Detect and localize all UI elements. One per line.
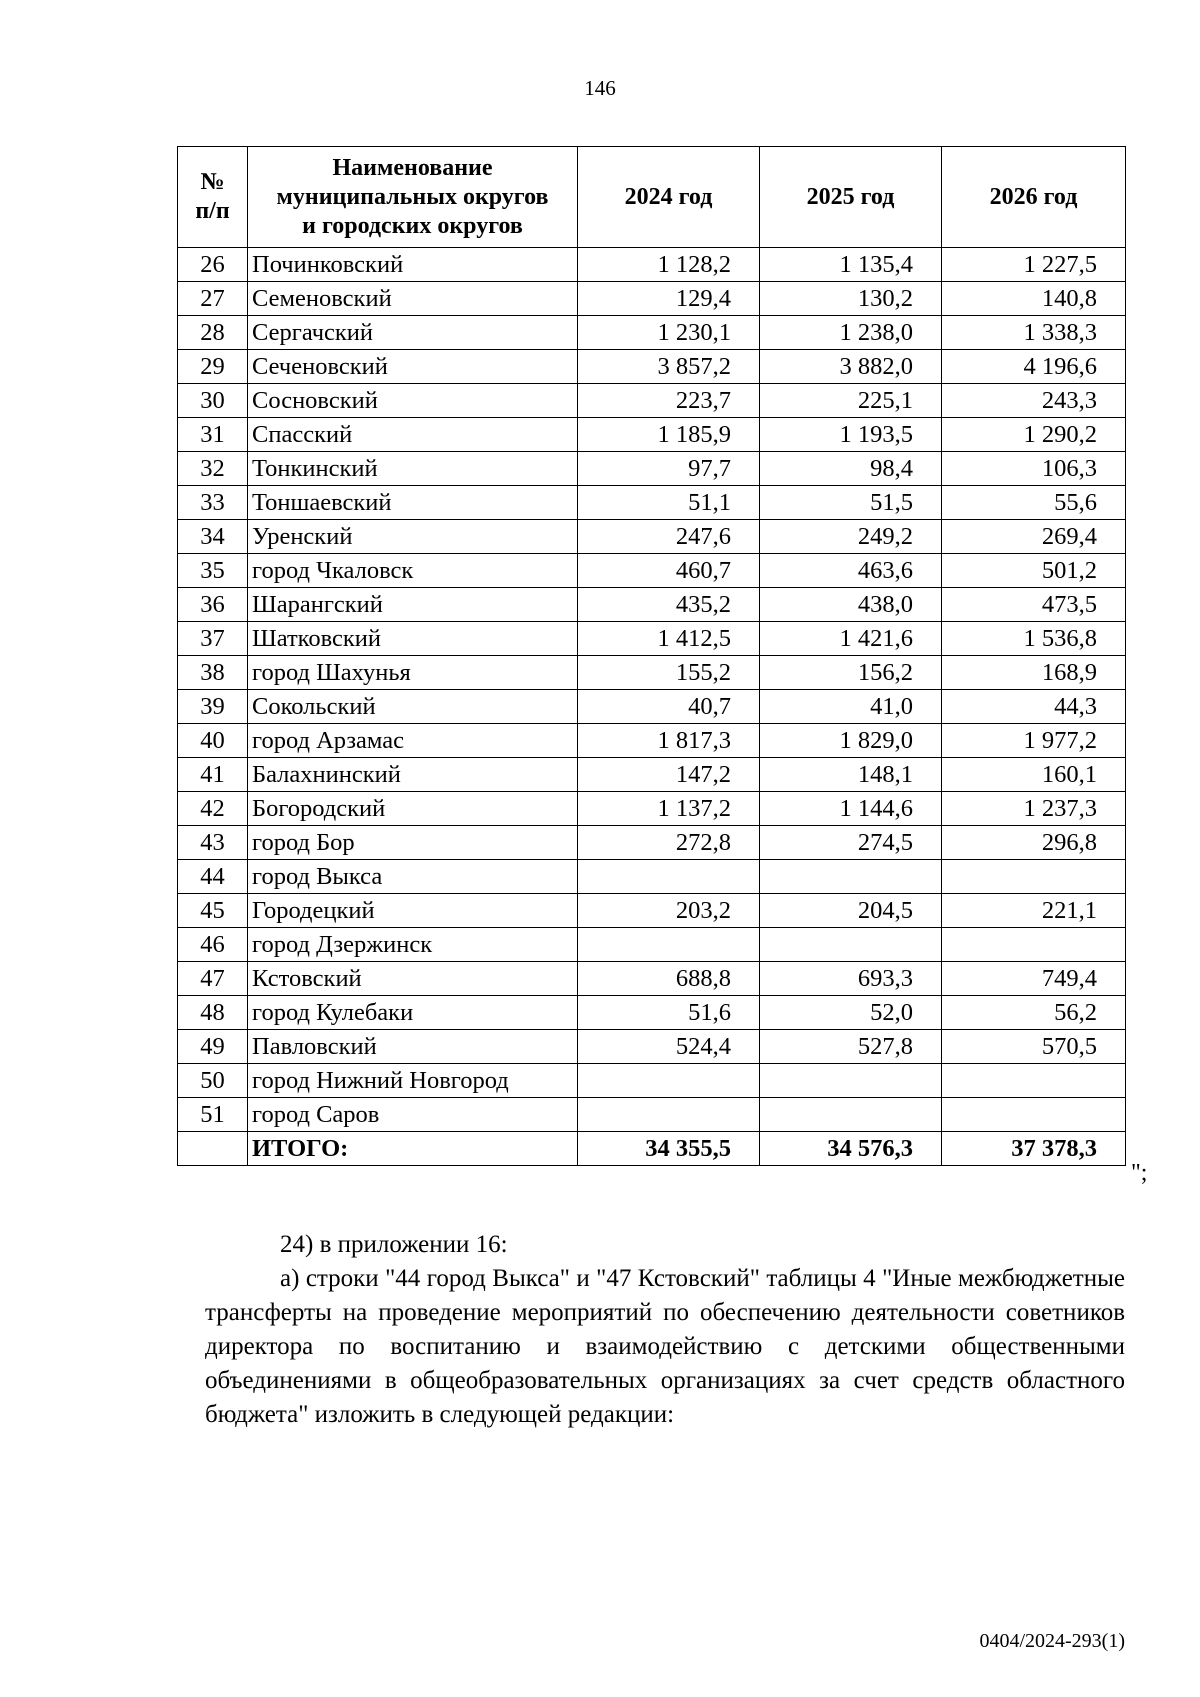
cell-y2024: 97,7 [578,452,760,486]
table-body [178,248,1126,1166]
table-row [178,962,1126,996]
cell-name: Кстовский [248,962,578,996]
cell-num: 50 [178,1064,248,1098]
cell-num: 41 [178,758,248,792]
total-cell-num [178,1132,248,1166]
cell-y2026: 106,3 [942,452,1126,486]
table-row [178,282,1126,316]
cell-y2025 [760,860,942,894]
cell-y2024 [578,1064,760,1098]
cell-y2024: 223,7 [578,384,760,418]
cell-name: Починковский [248,248,578,282]
cell-y2025: 225,1 [760,384,942,418]
cell-y2025: 98,4 [760,452,942,486]
table-row [178,894,1126,928]
cell-y2026 [942,860,1126,894]
cell-y2024: 3 857,2 [578,350,760,384]
cell-num: 29 [178,350,248,384]
cell-y2026: 749,4 [942,962,1126,996]
header-2026: 2026 год [942,147,1126,248]
table-row [178,860,1126,894]
cell-y2024 [578,928,760,962]
cell-y2026: 1 536,8 [942,622,1126,656]
cell-num: 39 [178,690,248,724]
header-name: Наименование муниципальных округов и городских округов [248,147,578,248]
cell-name: город Чкаловск [248,554,578,588]
cell-name: Уренский [248,520,578,554]
cell-name: город Бор [248,826,578,860]
cell-name: Городецкий [248,894,578,928]
cell-y2026: 1 237,3 [942,792,1126,826]
header-2024: 2024 год [578,147,760,248]
table-row [178,826,1126,860]
cell-y2026: 296,8 [942,826,1126,860]
cell-y2025: 1 135,4 [760,248,942,282]
cell-name: город Шахунья [248,656,578,690]
cell-num: 45 [178,894,248,928]
cell-y2025 [760,1098,942,1132]
budget-table [177,146,1126,1166]
cell-y2025: 130,2 [760,282,942,316]
cell-num: 33 [178,486,248,520]
total-cell-y2025: 34 576,3 [760,1132,942,1166]
cell-name: город Арзамас [248,724,578,758]
cell-name: Сергачский [248,316,578,350]
table-row [178,316,1126,350]
total-row [178,1132,1126,1166]
cell-name: Богородский [248,792,578,826]
table-row [178,418,1126,452]
table-row [178,350,1126,384]
cell-name: Спасский [248,418,578,452]
amendment-subitem: а) строки "44 город Выкса" и "47 Кстовский" таблицы 4 "Иные межбюджетные трансферты на проведение мероприятий по обеспечению деятельности советников директора по воспитанию и взаимодействию с детскими общественными объединениями в общеобразовательных организациях за счет средств областного бюджета" изложить в следующей редакции: [205,1265,1125,1428]
cell-y2024: 147,2 [578,758,760,792]
cell-y2024: 40,7 [578,690,760,724]
cell-num: 30 [178,384,248,418]
cell-name: Сосновский [248,384,578,418]
cell-y2025 [760,1064,942,1098]
cell-y2024: 247,6 [578,520,760,554]
cell-y2024: 272,8 [578,826,760,860]
table-row [178,452,1126,486]
cell-y2026: 243,3 [942,384,1126,418]
cell-y2026: 140,8 [942,282,1126,316]
cell-num: 34 [178,520,248,554]
cell-y2026: 1 338,3 [942,316,1126,350]
cell-num: 47 [178,962,248,996]
cell-y2024: 460,7 [578,554,760,588]
table-row [178,486,1126,520]
cell-y2025: 51,5 [760,486,942,520]
cell-y2025: 52,0 [760,996,942,1030]
cell-y2024: 1 230,1 [578,316,760,350]
cell-y2025: 1 144,6 [760,792,942,826]
cell-y2026: 1 227,5 [942,248,1126,282]
cell-y2024: 1 137,2 [578,792,760,826]
cell-y2025: 1 421,6 [760,622,942,656]
cell-name: город Нижний Новгород [248,1064,578,1098]
cell-y2024: 1 185,9 [578,418,760,452]
document-code: 0404/2024-293(1) [979,1630,1125,1652]
cell-y2024: 524,4 [578,1030,760,1064]
cell-y2026: 269,4 [942,520,1126,554]
cell-name: город Выкса [248,860,578,894]
cell-name: Сеченовский [248,350,578,384]
cell-name: Шатковский [248,622,578,656]
amendment-text [205,1228,1125,1432]
cell-y2024: 688,8 [578,962,760,996]
table-row [178,690,1126,724]
table-row [178,248,1126,282]
cell-name: Шарангский [248,588,578,622]
table-row [178,928,1126,962]
cell-y2024: 1 817,3 [578,724,760,758]
cell-y2026: 160,1 [942,758,1126,792]
cell-y2026 [942,1098,1126,1132]
cell-num: 32 [178,452,248,486]
cell-num: 38 [178,656,248,690]
cell-y2025: 463,6 [760,554,942,588]
cell-y2024 [578,860,760,894]
cell-num: 35 [178,554,248,588]
cell-y2024: 155,2 [578,656,760,690]
cell-num: 49 [178,1030,248,1064]
cell-name: город Кулебаки [248,996,578,1030]
table-row [178,724,1126,758]
cell-y2025: 527,8 [760,1030,942,1064]
table-row [178,792,1126,826]
cell-y2026: 501,2 [942,554,1126,588]
table-row [178,622,1126,656]
cell-y2025: 1 829,0 [760,724,942,758]
cell-y2024: 203,2 [578,894,760,928]
table-row [178,588,1126,622]
cell-y2026: 168,9 [942,656,1126,690]
cell-name: Павловский [248,1030,578,1064]
cell-num: 48 [178,996,248,1030]
cell-num: 37 [178,622,248,656]
cell-y2026: 55,6 [942,486,1126,520]
cell-num: 26 [178,248,248,282]
cell-name: Семеновский [248,282,578,316]
cell-name: Сокольский [248,690,578,724]
cell-y2026: 570,5 [942,1030,1126,1064]
cell-num: 43 [178,826,248,860]
cell-num: 31 [178,418,248,452]
cell-num: 27 [178,282,248,316]
cell-y2025: 1 193,5 [760,418,942,452]
cell-y2026: 221,1 [942,894,1126,928]
cell-num: 28 [178,316,248,350]
cell-y2025: 438,0 [760,588,942,622]
cell-num: 40 [178,724,248,758]
total-cell-y2024: 34 355,5 [578,1132,760,1166]
table-row [178,1030,1126,1064]
table-header-row [178,147,1126,248]
cell-y2025: 204,5 [760,894,942,928]
total-cell-y2026: 37 378,3 [942,1132,1126,1166]
cell-y2025: 249,2 [760,520,942,554]
cell-y2024: 51,1 [578,486,760,520]
cell-y2025: 148,1 [760,758,942,792]
cell-num: 42 [178,792,248,826]
cell-y2024: 1 128,2 [578,248,760,282]
cell-y2024: 129,4 [578,282,760,316]
cell-y2026: 1 977,2 [942,724,1126,758]
table-row [178,554,1126,588]
cell-y2025: 693,3 [760,962,942,996]
cell-y2026: 4 196,6 [942,350,1126,384]
cell-name: Тонкинский [248,452,578,486]
cell-num: 51 [178,1098,248,1132]
cell-y2025: 1 238,0 [760,316,942,350]
cell-y2025: 41,0 [760,690,942,724]
cell-y2024 [578,1098,760,1132]
cell-y2024: 1 412,5 [578,622,760,656]
cell-y2026 [942,1064,1126,1098]
total-cell-name: ИТОГО: [248,1132,578,1166]
amendment-item: 24) в приложении 16: [280,1231,508,1258]
cell-y2025: 3 882,0 [760,350,942,384]
closing-quote-mark: "; [1131,1160,1148,1186]
table-row [178,996,1126,1030]
cell-y2025: 274,5 [760,826,942,860]
table-row [178,1064,1126,1098]
cell-y2024: 51,6 [578,996,760,1030]
header-num: № п/п [178,147,248,248]
cell-y2026: 1 290,2 [942,418,1126,452]
cell-name: Балахнинский [248,758,578,792]
cell-num: 46 [178,928,248,962]
header-2025: 2025 год [760,147,942,248]
cell-name: город Дзержинск [248,928,578,962]
cell-y2026: 56,2 [942,996,1126,1030]
table-row [178,520,1126,554]
cell-y2024: 435,2 [578,588,760,622]
cell-y2026: 44,3 [942,690,1126,724]
table-row [178,656,1126,690]
cell-y2025: 156,2 [760,656,942,690]
table-row [178,1098,1126,1132]
cell-y2025 [760,928,942,962]
cell-num: 44 [178,860,248,894]
cell-y2026 [942,928,1126,962]
cell-name: Тоншаевский [248,486,578,520]
page-number: 146 [584,76,616,100]
cell-name: город Саров [248,1098,578,1132]
cell-y2026: 473,5 [942,588,1126,622]
cell-num: 36 [178,588,248,622]
table-row [178,384,1126,418]
table-row [178,758,1126,792]
